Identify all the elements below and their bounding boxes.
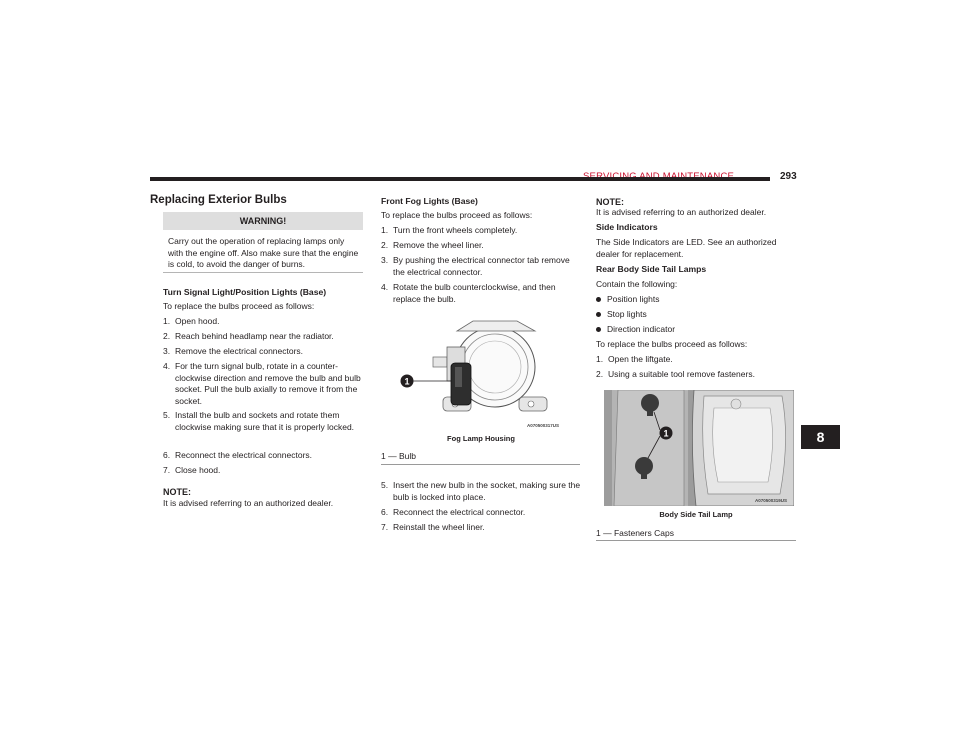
list-item: 6. Reconnect the electrical connector. [381,507,526,517]
list-item: 1. Open hood. [163,316,220,326]
tail-lamp-caption: Body Side Tail Lamp [659,510,733,519]
figure-reference-code: A070500317US [527,423,560,428]
chapter-tab: 8 [801,425,840,449]
side-indicators-heading: Side Indicators [596,222,658,232]
list-item: 4. For the turn signal bulb, rotate in a counter-clockwise direction and remove the bulb and bulb socket. Pull the bulb axially to remove it from the socket. [163,361,361,406]
tail-lamp-figure [604,390,794,506]
list-item: 3. By pushing the electrical connector tab remove the electrical connector. [381,255,570,277]
note-label: NOTE: [163,487,191,497]
page-number: 293 [780,171,797,182]
fog-lights-intro: To replace the bulbs proceed as follows: [381,210,533,220]
turn-signal-heading: Turn Signal Light/Position Lights (Base) [163,287,327,297]
callout-number: 1 [404,376,410,387]
bullet-icon [596,297,601,302]
list-item: 1. Open the liftgate. [596,354,673,364]
fog-lamp-housing-illustration [413,321,547,411]
rear-tail-lamps-intro: Contain the following: [596,279,678,289]
list-item: Direction indicator [596,324,796,336]
note-text: It is advised referring to an authorized dealer. [596,207,767,217]
side-indicators-text: The Side Indicators are LED. See an authorized dealer for replacement. [596,237,777,259]
callout-number: 1 [663,428,669,439]
list-item: 2. Remove the wheel liner. [381,240,484,250]
turn-signal-intro: To replace the bulbs proceed as follows: [163,301,315,311]
list-item: 5. Install the bulb and sockets and rotate them clockwise making sure that it is properly locked. [163,410,355,432]
rear-tail-lamps-heading: Rear Body Side Tail Lamps [596,264,707,274]
fog-lamp-caption: Fog Lamp Housing [447,434,515,443]
figure-reference-code: A070500319US [755,498,788,503]
list-item: 7. Close hood. [163,465,221,475]
list-item: 2. Using a suitable tool remove fasteners. [596,369,755,379]
legend-divider [381,464,580,465]
list-item: 7. Reinstall the wheel liner. [381,522,485,532]
bullet-icon [596,327,601,332]
fog-lamp-figure [395,317,585,432]
header-rule [150,177,770,181]
list-item: 3. Remove the electrical connectors. [163,346,304,356]
list-item: Position lights [596,294,796,306]
rear-procedure-intro: To replace the bulbs proceed as follows: [596,339,748,349]
legend-divider [596,540,796,541]
tail-lamp-legend: 1 — Fasteners Caps [596,528,674,538]
warning-text: Carry out the operation of replacing lamps only with the engine off. Also make sure that the engine is cold, to avoid the danger of burns. [168,236,359,269]
warning-heading: WARNING! [163,212,363,230]
fog-lights-heading: Front Fog Lights (Base) [381,196,478,206]
list-item: Stop lights [596,309,796,321]
list-item: 4. Rotate the bulb counterclockwise, and then replace the bulb. [381,282,556,304]
list-item: 1. Turn the front wheels completely. [381,225,518,235]
fog-lamp-legend: 1 — Bulb [381,451,416,461]
list-item: 5. Insert the new bulb in the socket, making sure the bulb is locked into place. [381,480,581,502]
list-item: 2. Reach behind headlamp near the radiator. [163,331,334,341]
warning-box [163,212,363,273]
note-text: It is advised referring to an authorized dealer. [163,498,334,508]
bullet-icon [596,312,601,317]
note-label: NOTE: [596,197,624,207]
section-title: Replacing Exterior Bulbs [150,194,287,206]
list-item: 6. Reconnect the electrical connectors. [163,450,313,460]
